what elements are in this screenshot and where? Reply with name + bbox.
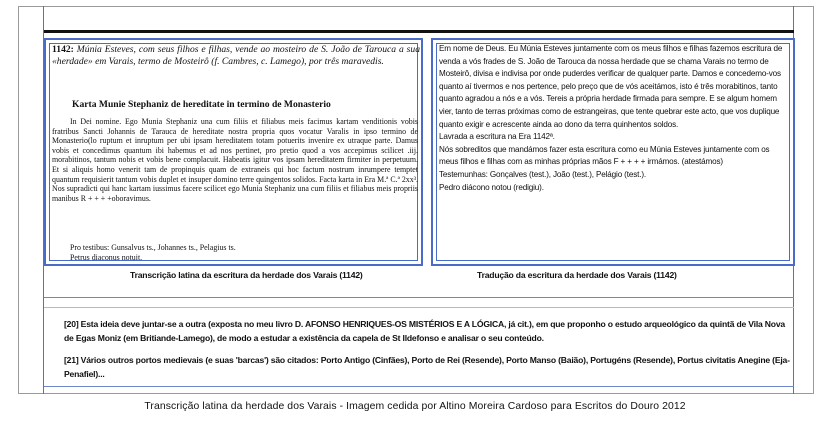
heading-text: Múnia Esteves, com seus filhos e filhas, vende ao mosteiro de S. João de Tarouca a sua «herdade» em Varais, termo de Mosteirô (f. Cambres, c. Lamego), por três maravedis. [52,44,420,68]
translation-paragraph: Nós sobreditos que mandámos fazer esta escritura como eu Múnia Esteves juntamente com os meus filhos e filhas com as minhas próprias mãos F + + + + irmámos. (atestámos) [439,144,770,167]
latin-witnesses: Pro testibus: Gunsalvus ts., Johannes ts., Pelagius ts. [70,243,236,252]
guide-line-h1 [44,297,794,298]
latin-title: Karta Munie Stephaniz de hereditate in termino de Monasterio [72,99,331,110]
top-rule [44,30,794,33]
footnote-21: [21] Vários outros portos medievais (e suas 'barcas') são citados: Porto Antigo (Cinfães), Porto de Rei (Resende), Porto Manso (Baião), Portugéns (Resende), Portus civitatis Anegine (Eja-Penafiel)... [64,355,790,379]
footnote-20: [20] Esta ideia deve juntar-se a outra (exposta no meu livro D. AFONSO HENRIQUES-OS MISTÉRIOS E A LÓGICA, já cit.), em que proponho o estudo arqueológico da quintã de Vila Nova de Egas Moniz (em Britiande-Lamego), de modo a estudar a existência da capela de St Ildefonso e analisar o seu conteúdo. [64,319,786,343]
caption-translation: Tradução da escritura da herdade dos Varais (1142) [477,270,677,280]
guide-line-h3 [44,386,794,387]
translation-paragraph: Pedro diácono notou (redigiu). [439,182,544,192]
translation-paragraph: Em nome de Deus. Eu Múnia Esteves juntamente com os meus filhos e filhas fazemos escritura de venda a vós frades de S. João de Tarouca da nossa herdade que se chama Varais no termo de Mosteirô, divisa e indivisa por onde puderdes verificar de qualquer parte. Damos e concedemo-vos quanto aí tivermos e nos pertence, pelo preço que de vós aceitámos, isto é três morabitinos, tanto quanto agradou a nós e a vós. Tereis a própria herdade firmada para sempre. E se algum homem vier, tanto de terras próximas como de estrangeiras, que tente quebrar este acto, que vos duplique quanto exigir e acrescente ainda ao dono da terra quinhentos soldos. [439,44,783,129]
latin-heading [52,44,420,69]
heading-number: 1142: [52,44,74,55]
latin-body: In Dei nomine. Ego Munia Stephaniz una cum filiis et filiabus meis facimus kartam venditionis vobis fratribus Sancti Johannis de Tarauca de hereditate nostra propria quos vocatur Varalis in ipso termino de Monasterio(lo ruptum et inruptum per ubi ipsam hereditatem totam potuerits invenire ex utraque parte. Damus vobis et concedimus quantum ibi habemus et ad nos pertinet, pro pretio quod a vos accepimus scilicet .iij. morabitinos, tantum nobis et vobis bene complacuit. Habeatis igitur vos ipsam hereditatem firmiter in perpetuum. Et si aliquis homo venerit tam de propinquis quam de extraneis qui hoc factum nostrum inrumpere temptet quantum requisierit tantum vobis duplet et insuper domino terre quingentos solidos. Facta karta in Era M.ª C.ª 2xx³. Nos supradicti qui hanc kartam iussimus facere scilicet ego Munia Stephaniz una cum filiis et filiabus meis propriis manibus R + + + +oboravimus. [52,117,418,203]
translation-paragraph: Lavrada a escritura na Era 1142ª. [439,132,555,142]
image-caption: Transcrição latina da herdade dos Varais - Imagem cedida por Altino Moreira Cardoso para Escritos do Douro 2012 [144,401,686,412]
translation-paragraph: Testemunhas: Gonçalves (test.), João (test.), Pelágio (test.). [439,169,647,179]
latin-notary: Petrus diaconus notuit. [70,253,143,262]
translation-text [439,43,789,194]
caption-latin: Transcrição latina da escritura da herdade dos Varais (1142) [130,270,363,280]
guide-line-h2 [44,307,794,308]
